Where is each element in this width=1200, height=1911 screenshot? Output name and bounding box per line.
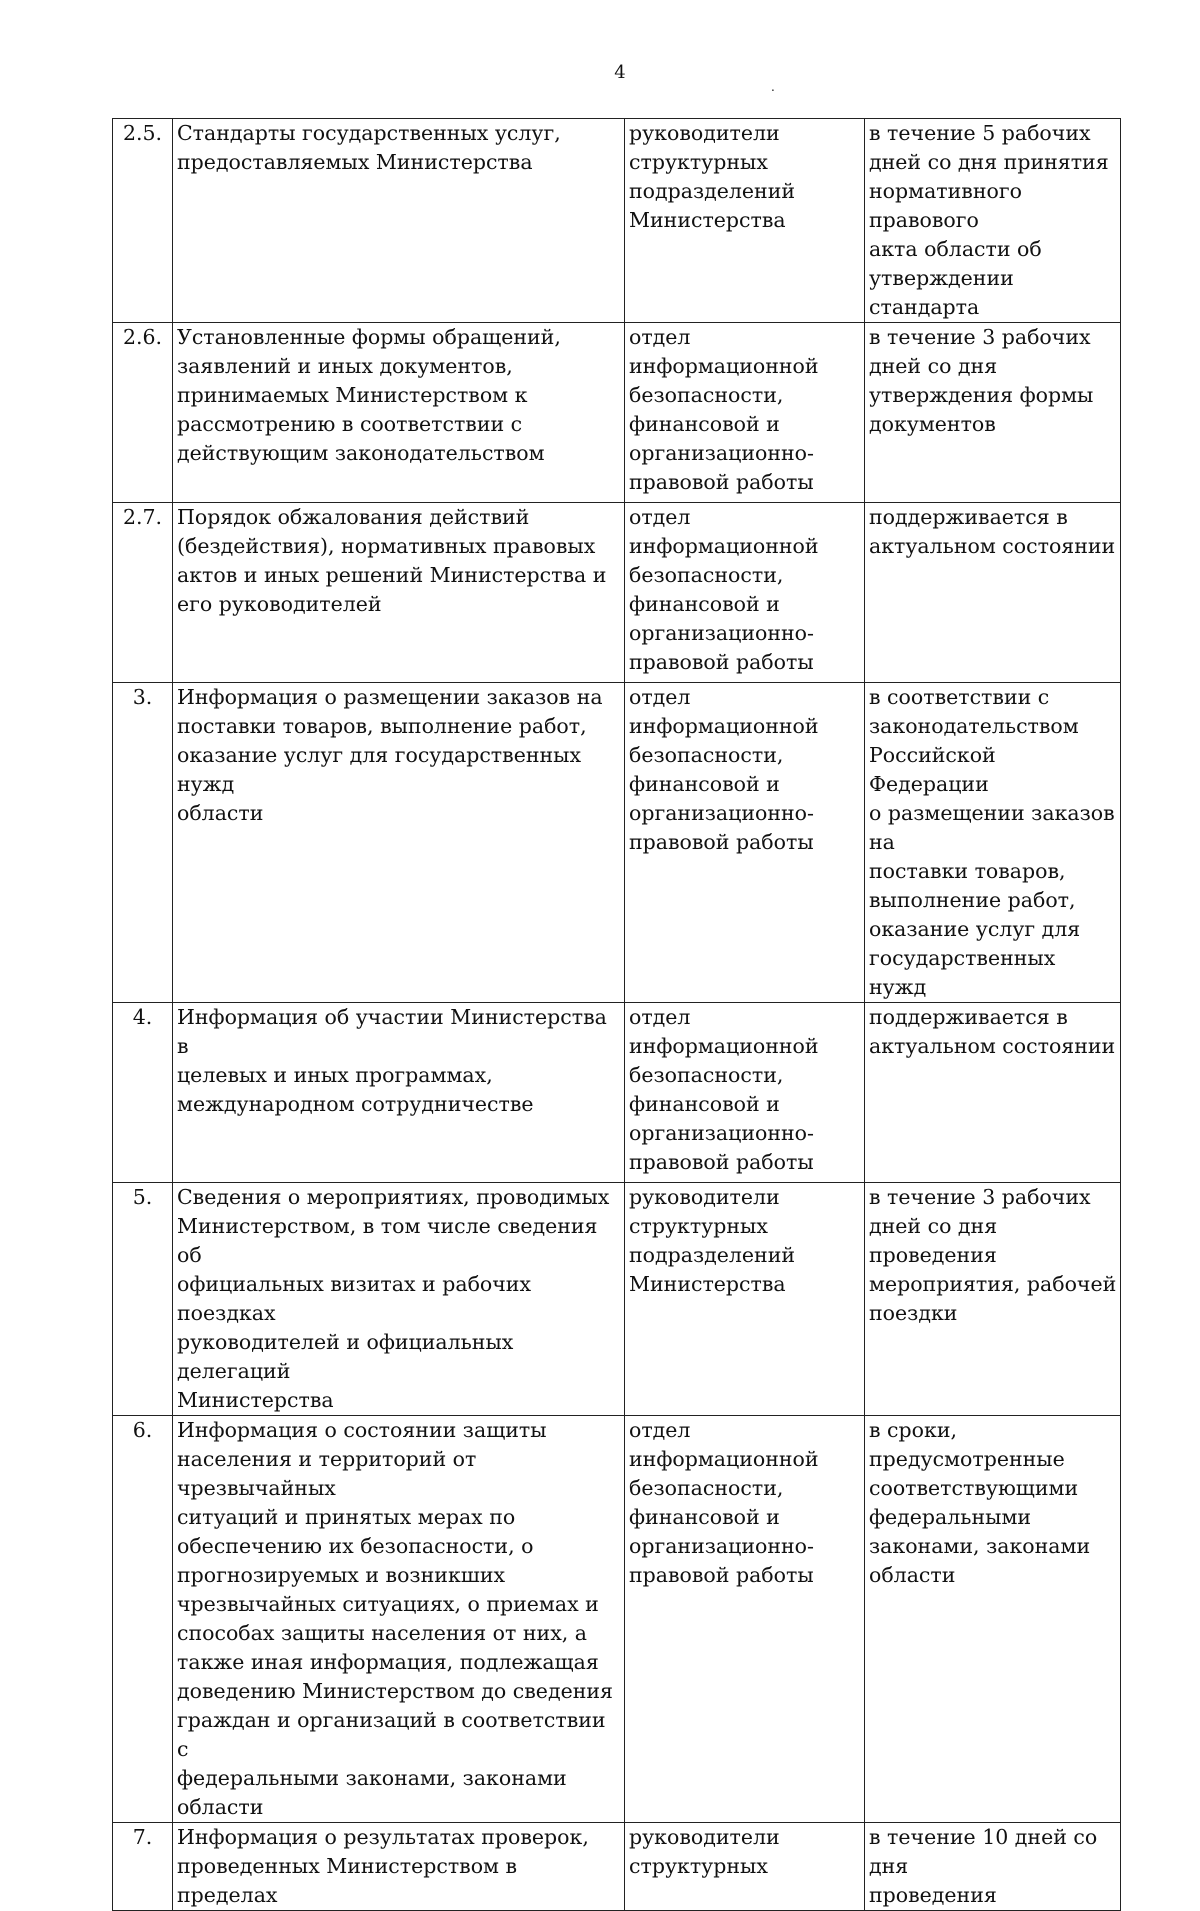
row-responsible: руководители структурных подразделений Министерства [625,1183,865,1416]
scan-dot: . [771,80,775,94]
row-deadline: в течение 10 дней со дня проведения [865,1823,1121,1911]
row-responsible: руководители структурных подразделений Министерства [625,119,865,323]
page-number: 4 [614,62,626,83]
row-deadline: в течение 5 рабочих дней со дня принятия нормативного правового акта области об утверждении стандарта [865,119,1121,323]
row-deadline: в течение 3 рабочих дней со дня проведения мероприятия, рабочей поездки [865,1183,1121,1416]
row-deadline: поддерживается в актуальном состоянии [865,503,1121,683]
table-row [113,1823,1121,1911]
row-content: Информация о состоянии защиты населения и территорий от чрезвычайных ситуаций и принятых мерах по обеспечению их безопасности, о прогнозируемых и возникших чрезвычайных ситуациях, о приемах и способах защиты населения от них, а также иная информация, подлежащая доведению Министерством до сведения граждан и организаций в соответствии с федеральными законами, законами области [173,1416,625,1823]
row-deadline: в течение 3 рабочих дней со дня утверждения формы документов [865,323,1121,503]
row-responsible: руководители структурных [625,1823,865,1911]
row-number: 4. [113,1003,173,1183]
table-row [113,683,1121,1003]
row-content: Информация о результатах проверок, проведенных Министерством в пределах [173,1823,625,1911]
row-number: 5. [113,1183,173,1416]
row-number: 2.5. [113,119,173,323]
table-row [113,1416,1121,1823]
row-number: 6. [113,1416,173,1823]
row-responsible: отдел информационной безопасности, финансовой и организационно- правовой работы [625,1003,865,1183]
row-responsible: отдел информационной безопасности, финансовой и организационно- правовой работы [625,1416,865,1823]
row-responsible: отдел информационной безопасности, финансовой и организационно- правовой работы [625,683,865,1003]
row-deadline: поддерживается в актуальном состоянии [865,1003,1121,1183]
table-row [113,119,1121,323]
row-responsible: отдел информационной безопасности, финансовой и организационно- правовой работы [625,503,865,683]
row-number: 2.7. [113,503,173,683]
row-content: Стандарты государственных услуг, предоставляемых Министерства [173,119,625,323]
row-number: 7. [113,1823,173,1911]
document-table [112,118,1121,1911]
table-row [113,323,1121,503]
row-number: 2.6. [113,323,173,503]
row-content: Порядок обжалования действий (бездействия), нормативных правовых актов и иных решений Министерства и его руководителей [173,503,625,683]
row-content: Установленные формы обращений, заявлений и иных документов, принимаемых Министерством к рассмотрению в соответствии с действующим законодательством [173,323,625,503]
row-content: Сведения о мероприятиях, проводимых Министерством, в том числе сведения об официальных визитах и рабочих поездках руководителей и официальных делегаций Министерства [173,1183,625,1416]
row-deadline: в соответствии с законодательством Российской Федерации о размещении заказов на поставки товаров, выполнение работ, оказание услуг для государственных нужд [865,683,1121,1003]
table-row [113,1003,1121,1183]
table-row [113,1183,1121,1416]
row-responsible: отдел информационной безопасности, финансовой и организационно- правовой работы [625,323,865,503]
table-row [113,503,1121,683]
row-deadline: в сроки, предусмотренные соответствующими федеральными законами, законами области [865,1416,1121,1823]
row-content: Информация о размещении заказов на поставки товаров, выполнение работ, оказание услуг для государственных нужд области [173,683,625,1003]
row-content: Информация об участии Министерства в целевых и иных программах, международном сотрудничестве [173,1003,625,1183]
row-number: 3. [113,683,173,1003]
